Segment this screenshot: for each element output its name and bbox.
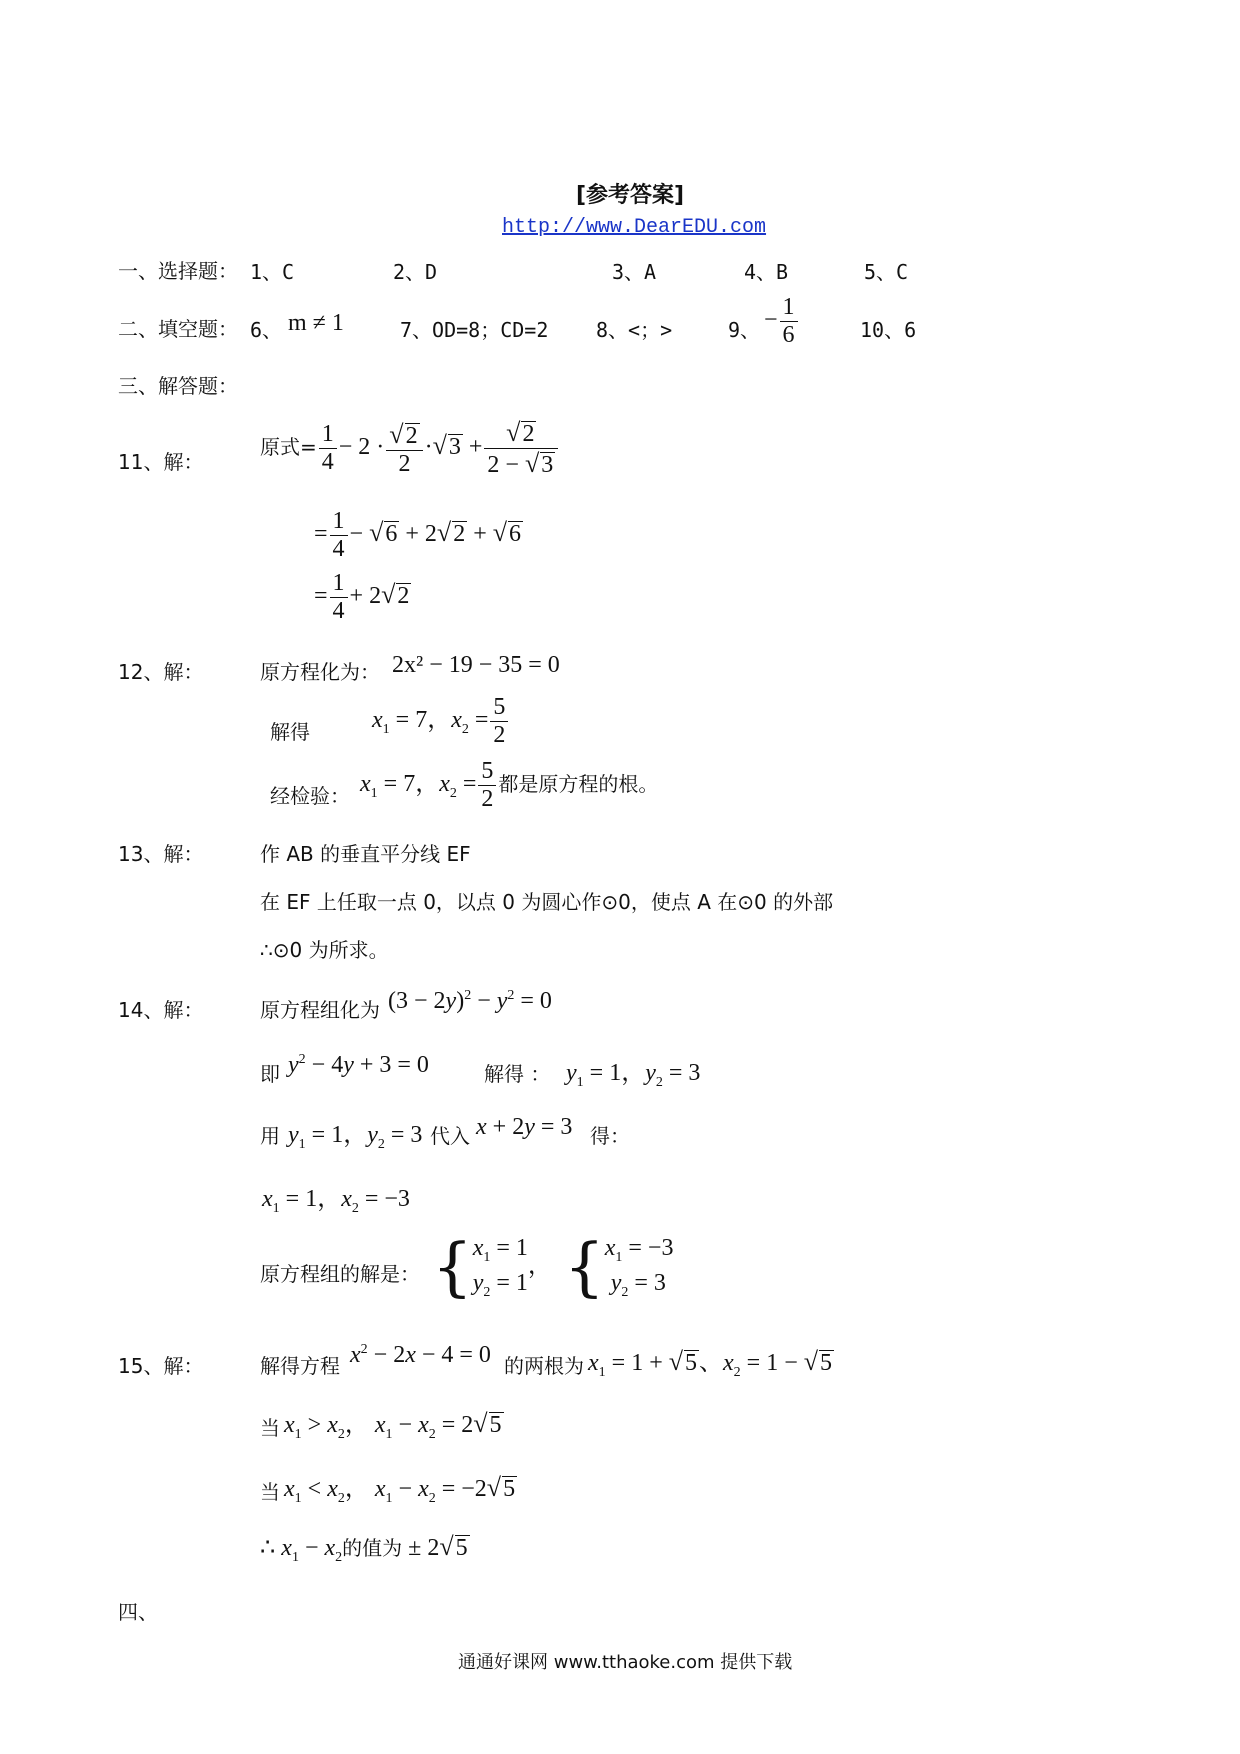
q11-line2: = $\frac{1}{4}$ − √6 + 2√2 + √6 (314, 508, 522, 562)
choice-answer-5: 5、C (864, 260, 909, 284)
fill-q7-answer: 7、OD=8；CD=2 (400, 318, 549, 342)
q11-line1: 原式= $\frac{1}{4}$ − 2 · $\frac{√2}{2}$ ·√3 + $\frac{√2}{2 - √3}$ (260, 418, 560, 479)
page-footer: 通通好课网 www.tthaoke.com 提供下载 (458, 1652, 793, 1673)
q11-label: 11、解： (118, 450, 204, 474)
fill-q9-label: 9、 (728, 318, 761, 342)
q15-line2-math: $x_1 > x_2$， $x_1 - x_2 = 2√5$ (284, 1409, 502, 1442)
section-four-label: 四、 (118, 1600, 158, 1624)
q14-line1-math: $(3 - 2y)^2 - y^2 = 0$ (388, 988, 552, 1014)
section-fill-label: 二、填空题： (118, 317, 238, 341)
q15-line4-mid: 的值为 (342, 1536, 403, 1560)
q12-equation: 2x² − 19 − 35 = 0 (392, 652, 560, 678)
q12-line1-text: 原方程化为： (260, 660, 380, 684)
q13-label: 13、解： (118, 842, 204, 866)
q12-label: 12、解： (118, 660, 204, 684)
choice-answer-4: 4、B (744, 260, 789, 284)
fill-q8-answer: 8、<；> (596, 318, 673, 342)
q12-line2-label: 解得 (270, 720, 310, 744)
q14-line3-math: $y_1 = 1$，$y_2 = 3$ (288, 1122, 423, 1152)
q14-line2-math: $y^2 - 4y + 3 = 0$ (288, 1052, 429, 1078)
q11-prefix-2: = (314, 521, 328, 548)
q13-line1: 作 AB 的垂直平分线 EF (260, 842, 471, 866)
q14-line4-math: $x_1 = 1$，$x_2 = -3$ (262, 1186, 410, 1216)
fill-q6-label: 6、 (250, 318, 283, 342)
page-title: [参考答案] (576, 183, 685, 208)
q15-line4: ∴ $x_1 - x_2$的值为 ± 2√5 (260, 1532, 468, 1565)
q12-line3-math: $x_1 = 7$，$x_2$ = $\frac{5}{2}$ 都是原方程的根。 (360, 758, 659, 812)
q15-line1-mid: 的两根为 (504, 1354, 584, 1378)
q13-line3: ∴⊙0 为所求。 (260, 938, 389, 962)
fill-q9-answer: − $\frac{1}{6}$ (764, 294, 800, 349)
q11-line3: = $\frac{1}{4}$ + 2√2 (314, 570, 410, 624)
q15-line3-math: $x_1 < x_2$， $x_1 - x_2 = -2√5$ (284, 1473, 516, 1506)
choice-answer-1: 1、C (250, 260, 295, 284)
q14-label: 14、解： (118, 998, 204, 1022)
q14-system-1: {$x_1 = 1$ $y_2 = 1$， (432, 1230, 552, 1305)
q15-label: 15、解： (118, 1354, 204, 1378)
q14-line2-mid: 解得 ： (484, 1062, 551, 1086)
q12-line3-label: 经检验： (270, 784, 350, 808)
q15-line1-prefix: 解得方程 (260, 1354, 340, 1378)
q15-line1-eq: $x^2 - 2x - 4 = 0$ (350, 1342, 491, 1368)
q14-line1-text: 原方程组化为 (260, 998, 380, 1022)
q14-line2-roots: $y_1 = 1$，$y_2 = 3$ (566, 1060, 701, 1090)
q12-line2-math: $x_1 = 7$，$x_2$ = $\frac{5}{2}$ (372, 694, 510, 749)
q14-line3-suffix: 得： (590, 1124, 630, 1148)
q14-line3-eq: x + 2y = 3 (476, 1114, 573, 1140)
choice-answer-2: 2、D (393, 260, 438, 284)
q15-line3-prefix: 当 (260, 1480, 280, 1504)
choice-answer-3: 3、A (612, 260, 657, 284)
q15-line2-prefix: 当 (260, 1416, 280, 1440)
q14-line5-text: 原方程组的解是： (260, 1262, 420, 1286)
q12-line3-suffix: 都是原方程的根。 (498, 772, 659, 797)
q14-system-2: {$x_1 = -3$ $y_2 = 3$ (564, 1230, 674, 1305)
source-link[interactable]: http://www.DearEDU.com (502, 216, 767, 239)
q11-prefix-1: 原式= (260, 435, 317, 460)
fill-q10-answer: 10、6 (860, 318, 917, 342)
section-solve-label: 三、解答题： (118, 374, 238, 398)
q13-line2: 在 EF 上任取一点 0，以点 0 为圆心作⊙0，使点 A 在⊙0 的外部 (260, 890, 834, 914)
q11-prefix-3: = (314, 583, 328, 610)
section-choice-label: 一、选择题： (118, 259, 238, 283)
q9-denominator: 6 (780, 321, 798, 349)
q14-line3-prefix: 用 (260, 1124, 280, 1148)
fill-q6-answer: m ≠ 1 (288, 310, 344, 336)
q15-line1-roots: $x_1 = 1 + √5$、$x_2 = 1 - √5$ (588, 1347, 833, 1380)
q14-line3-mid: 代入 (430, 1124, 470, 1148)
q9-numerator: 1 (782, 294, 795, 320)
q14-line2-prefix: 即 (260, 1062, 280, 1086)
